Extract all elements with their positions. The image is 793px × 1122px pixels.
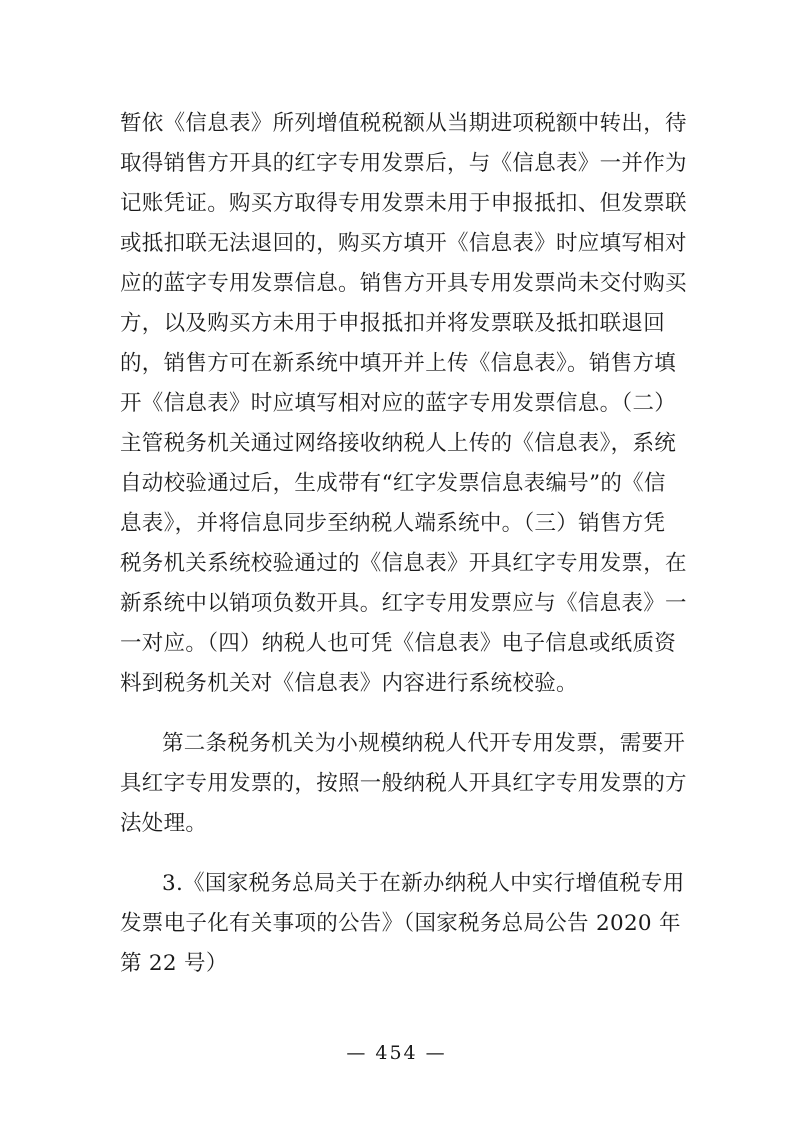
- text-line: 主管税务机关通过网络接收纳税人上传的《信息表》，系统: [120, 431, 677, 456]
- text-line: 具红字专用发票的，按照一般纳税人开具红字专用发票的方: [120, 771, 687, 796]
- text-line: 自动校验通过后，生成带有“红字发票信息表编号”的《信: [120, 471, 666, 496]
- text-line: 一对应。（四）纳税人也可凭《信息表》电子信息或纸质资: [120, 631, 677, 656]
- page-number: — 454 —: [346, 1042, 447, 1064]
- text-line: 开《信息表》时应填写相对应的蓝字专用发票信息。（二）: [120, 391, 677, 416]
- paragraph-first-line: 第二条税务机关为小规模纳税人代开专用发票，需要开: [162, 731, 686, 756]
- text-line: 发票电子化有关事项的公告》（国家税务总局公告 2020 年: [120, 911, 681, 936]
- text-line: 第 22 号）: [120, 951, 228, 976]
- text-line: 法处理。: [120, 811, 208, 836]
- text-line: 新系统中以销项负数开具。红字专用发票应与《信息表》一: [120, 591, 687, 616]
- text-line: 息表》，并将信息同步至纳税人端系统中。（三）销售方凭: [120, 511, 666, 536]
- text-line: 取得销售方开具的红字专用发票后，与《信息表》一并作为: [120, 151, 687, 176]
- text-line: 税务机关系统校验通过的《信息表》开具红字专用发票，在: [120, 551, 687, 576]
- text-line: 方，以及购买方未用于申报抵扣并将发票联及抵扣联退回: [120, 311, 666, 336]
- text-line: 暂依《信息表》所列增值税税额从当期进项税额中转出，待: [120, 111, 687, 136]
- text-line: 应的蓝字专用发票信息。销售方开具专用发票尚未交付购买: [120, 271, 687, 296]
- text-line: 记账凭证。购买方取得专用发票未用于申报抵扣、但发票联: [120, 191, 687, 216]
- text-line: 的，销售方可在新系统中填开并上传《信息表》。销售方填: [120, 351, 677, 376]
- paragraph-first-line: 3.《国家税务总局关于在新办纳税人中实行增值税专用: [162, 871, 685, 896]
- text-line: 料到税务机关对《信息表》内容进行系统校验。: [120, 671, 578, 696]
- text-line: 或抵扣联无法退回的，购买方填开《信息表》时应填写相对: [120, 231, 687, 256]
